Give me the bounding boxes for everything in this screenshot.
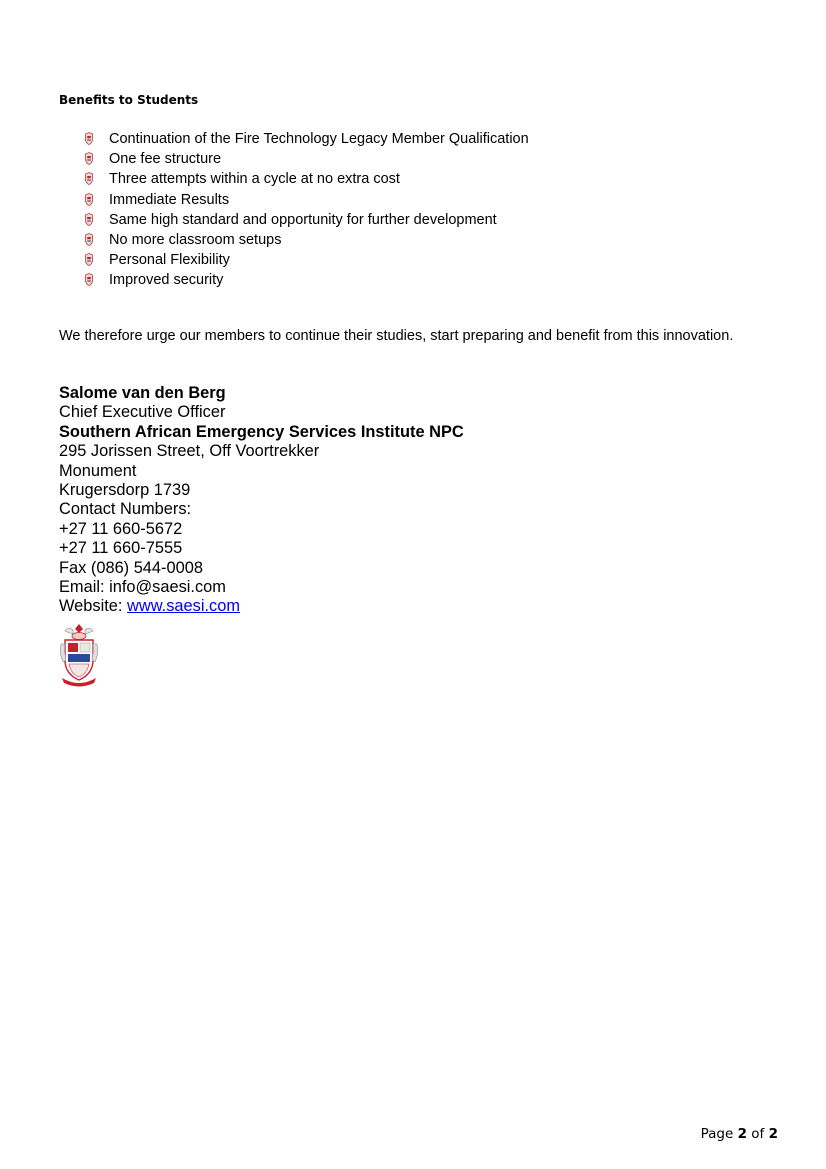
page-word: Page: [700, 1126, 734, 1142]
list-item: [84, 270, 529, 290]
benefit-text: Improved security: [109, 272, 224, 289]
contact-label: Contact Numbers:: [59, 500, 192, 519]
signatory-name: Salome van den Berg: [59, 384, 226, 402]
page-footer: [701, 1126, 778, 1142]
crest-bullet-icon: [84, 233, 94, 246]
benefit-text: Three attempts within a cycle at no extra cost: [109, 171, 400, 188]
benefit-text: No more classroom setups: [109, 231, 282, 248]
benefit-text: Same high standard and opportunity for further development: [109, 211, 497, 228]
benefit-text: Immediate Results: [109, 191, 230, 208]
signature-block: [59, 384, 464, 617]
benefit-text: One fee structure: [109, 151, 222, 168]
phone-number: +27 11 660-5672: [59, 519, 183, 538]
crest-bullet-icon: [84, 152, 94, 165]
list-item: [84, 169, 529, 189]
address-line: Krugersdorp 1739: [59, 481, 191, 500]
website-line: [59, 597, 464, 616]
organization-name: Southern African Emergency Services Institute NPC: [59, 422, 464, 441]
closing-paragraph: We therefore urge our members to continue their studies, start preparing and benefit from this innovation.: [59, 328, 734, 344]
crest-bullet-icon: [84, 193, 94, 206]
list-item: [84, 250, 529, 270]
section-heading: Benefits to Students: [59, 93, 199, 107]
list-item: [84, 190, 529, 210]
address-line: 295 Jorissen Street, Off Voortrekker: [59, 442, 320, 461]
list-item: [84, 230, 529, 250]
email-line: Email: info@saesi.com: [59, 578, 226, 597]
crest-bullet-icon: [84, 172, 94, 185]
crest-bullet-icon: [84, 213, 94, 226]
address-line: Monument: [59, 461, 137, 480]
current-page: 2: [737, 1126, 747, 1142]
list-item: [84, 129, 529, 149]
total-pages: 2: [768, 1126, 778, 1142]
website-label: Website:: [59, 597, 128, 616]
of-word: of: [751, 1126, 765, 1142]
crest-bullet-icon: [84, 253, 94, 266]
fax-number: Fax (086) 544-0008: [59, 558, 203, 577]
crest-bullet-icon: [84, 273, 94, 286]
signatory-role: Chief Executive Officer: [59, 403, 226, 422]
crest-bullet-icon: [84, 132, 94, 145]
benefit-text: Personal Flexibility: [109, 252, 230, 269]
benefit-text: Continuation of the Fire Technology Legacy Member Qualification: [109, 131, 529, 147]
list-item: [84, 149, 529, 169]
benefits-list: [84, 129, 529, 291]
saesi-crest-icon: [59, 622, 99, 688]
website-link[interactable]: www.saesi.com: [127, 597, 240, 616]
phone-number: +27 11 660-7555: [59, 539, 183, 558]
list-item: [84, 210, 529, 230]
